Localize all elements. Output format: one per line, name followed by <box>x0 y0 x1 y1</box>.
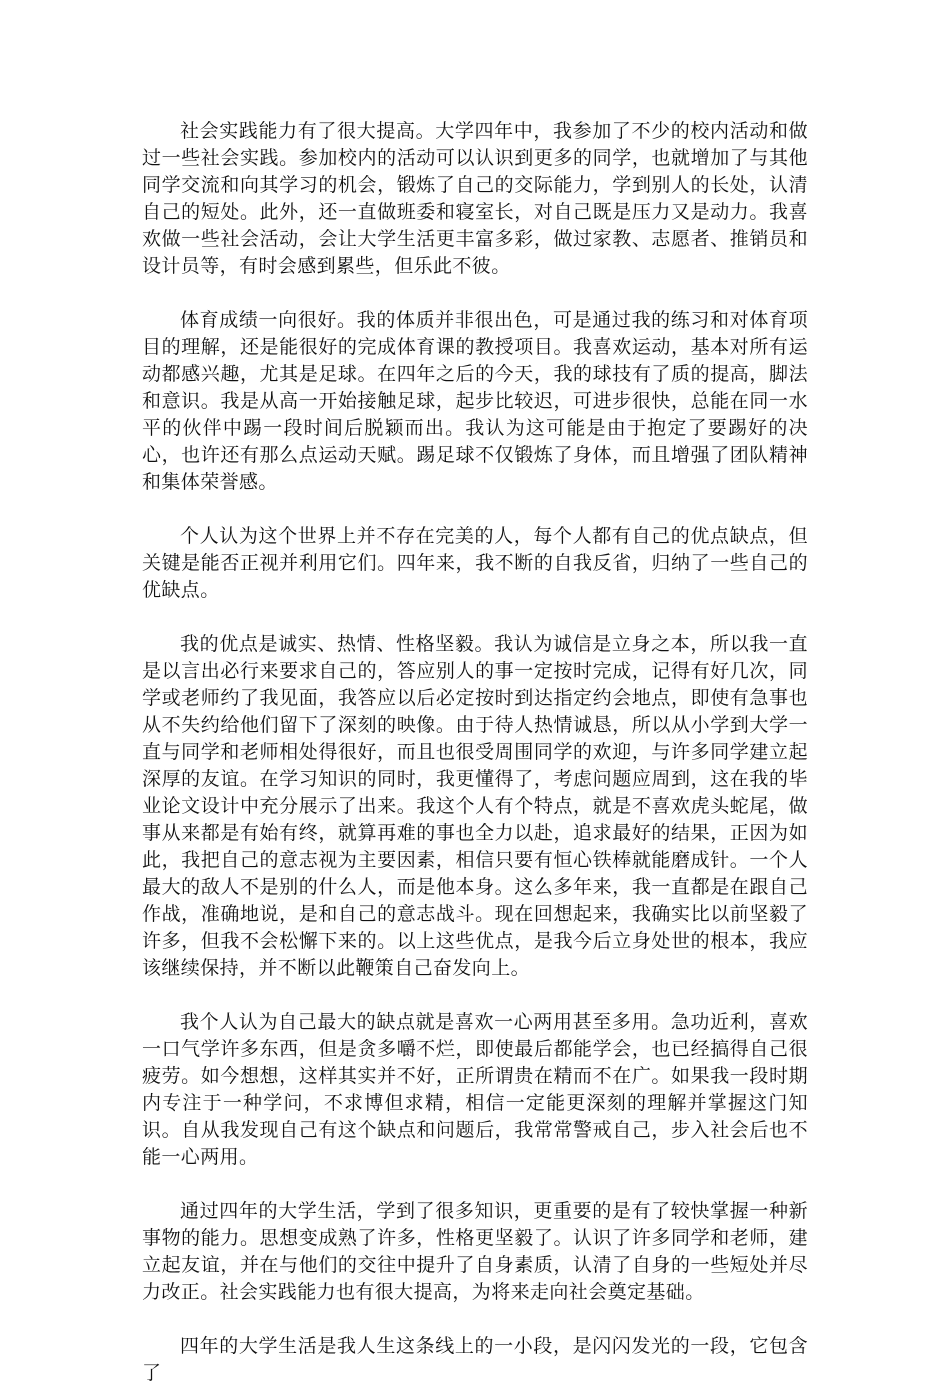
paragraph-self-reflection: 个人认为这个世界上并不存在完美的人，每个人都有自己的优点缺点，但关键是能否正视并利用它们。四年来，我不断的自我反省，归纳了一些自己的优缺点。 <box>142 525 808 601</box>
paragraph-social-practice: 社会实践能力有了很大提高。大学四年中，我参加了不少的校内活动和做过一些社会实践。参加校内的活动可以认识到更多的同学，也就增加了与其他同学交流和向其学习的机会，锻炼了自己的交际能力，学到别人的长处，认清自己的短处。此外，还一直做班委和寝室长，对自己既是压力又是动力。我喜欢做一些社会活动，会让大学生活更丰富多彩，做过家教、志愿者、推销员和设计员等，有时会感到累些，但乐此不彼。 <box>142 120 808 277</box>
paragraph-sports: 体育成绩一向很好。我的体质并非很出色，可是通过我的练习和对体育项目的理解，还是能很好的完成体育课的教授项目。我喜欢运动，基本对所有运动都感兴趣，尤其是足球。在四年之后的今天，我的球技有了质的提高，脚法和意识。我是从高一开始接触足球，起步比较迟，可进步很快，总能在同一水平的伙伴中踢一段时间后脱颖而出。我认为这可能是由于抱定了要踢好的决心，也许还有那么点运动天赋。踢足球不仅锻炼了身体，而且增强了团队精神和集体荣誉感。 <box>142 309 808 493</box>
paragraph-strengths: 我的优点是诚实、热情、性格坚毅。我认为诚信是立身之本，所以我一直是以言出必行来要求自己的，答应别人的事一定按时完成，记得有好几次，同学或老师约了我见面，我答应以后必定按时到达指定约会地点，即使有急事也从不失约给他们留下了深刻的映像。由于待人热情诚恳，所以从小学到大学一直与同学和老师相处得很好，而且也很受周围同学的欢迎，与许多同学建立起深厚的友谊。在学习知识的同时，我更懂得了，考虑问题应周到，这在我的毕业论文设计中充分展示了出来。我这个人有个特点，就是不喜欢虎头蛇尾，做事从来都是有始有终，就算再难的事也全力以赴，追求最好的结果，正因为如此，我把自己的意志视为主要因素，相信只要有恒心铁棒就能磨成针。一个人最大的敌人不是别的什么人，而是他本身。这么多年来，我一直都是在跟自己作战，准确地说，是和自己的意志战斗。现在回想起来，我确实比以前坚毅了许多，但我不会松懈下来的。以上这些优点，是我今后立身处世的根本，我应该继续保持，并不断以此鞭策自己奋发向上。 <box>142 633 808 979</box>
document-body <box>142 118 808 1387</box>
paragraph-closing: 四年的大学生活是我人生这条线上的一小段，是闪闪发光的一段，它包含了 <box>142 1335 808 1384</box>
paragraph-weaknesses: 我个人认为自己最大的缺点就是喜欢一心两用甚至多用。急功近利，喜欢一口气学许多东西，但是贪多嚼不烂，即使最后都能学会，也已经搞得自己很疲劳。如今想想，这样其实并不好，正所谓贵在精而不在广。如果我一段时期内专注于一种学问，不求博但求精，相信一定能更深刻的理解并掌握这门知识。自从我发现自己有这个缺点和问题后，我常常警戒自己，步入社会后也不能一心两用。 <box>142 1011 808 1168</box>
paragraph-summary: 通过四年的大学生活，学到了很多知识，更重要的是有了较快掌握一种新事物的能力。思想变成熟了许多，性格更坚毅了。认识了许多同学和老师，建立起友谊，并在与他们的交往中提升了自身素质，认清了自身的一些短处并尽力改正。社会实践能力也有很大提高，为将来走向社会奠定基础。 <box>142 1200 808 1303</box>
